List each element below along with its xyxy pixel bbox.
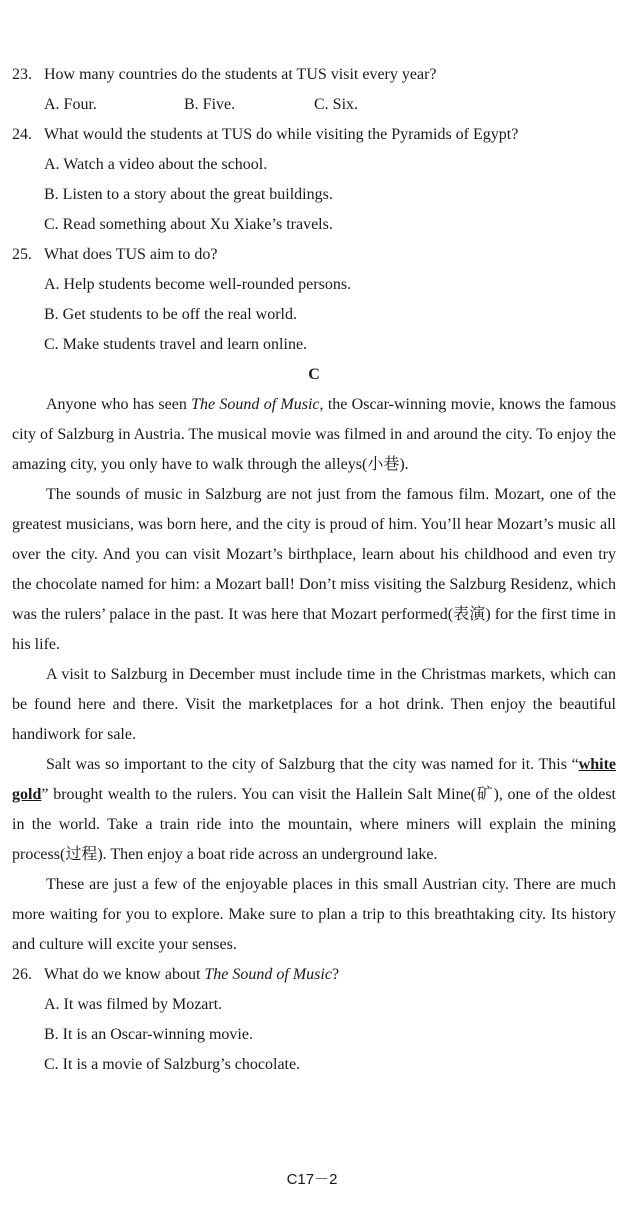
option-b: B. Five. — [184, 96, 236, 113]
movie-title: The Sound of Music — [204, 966, 332, 983]
paragraph-1 — [12, 390, 616, 480]
paragraph-text: , the Oscar-winning movie, knows the famous city of Salzburg in Austria. The musical movie was filmed in and around the city. To enjoy the amazing city, you only have to walk through the alleys(小巷). — [12, 396, 617, 473]
paragraph-2: The sounds of music in Salzburg are not just from the famous film. Mozart, one of the greatest musicians, was born here, and the city is proud of him. You’ll hear Mozart’s music all over the city. And you can visit Mozart’s birthplace, learn about his childhood and even try the chocolate named for him: a Mozart ball! Don’t miss visiting the Salzburg Residenz, which was the rulers’ palace in the past. It was here that Mozart performed(表演) for the first time in his life. — [12, 486, 616, 653]
option-c: C. Six. — [314, 96, 359, 113]
option-b: B. Listen to a story about the great buildings. — [44, 186, 333, 203]
option-b: B. It is an Oscar-winning movie. — [44, 1026, 253, 1043]
question-number: 23. — [12, 66, 32, 83]
question-number: 25. — [12, 246, 32, 263]
question-number: 26. — [12, 966, 32, 983]
question-text: How many countries do the students at TUS visit every year? — [44, 66, 437, 83]
paragraph-text: ” brought wealth to the rulers. You can visit the Hallein Salt Mine(矿), one of the oldest in the world. Take a train ride into the mountain, where miners will explain the mining process(过程). Then enjoy a boat ride across an underground lake. — [12, 786, 616, 863]
paragraph-text: Anyone who has seen — [46, 396, 192, 413]
paragraph-3: A visit to Salzburg in December must include time in the Christmas markets, which can be found here and there. Visit the marketplaces for a hot drink. Then enjoy the beautiful handiwork for sale. — [12, 666, 616, 743]
option-c: C. Make students travel and learn online. — [44, 336, 308, 353]
option-a: A. Watch a video about the school. — [44, 156, 268, 173]
option-a: A. Help students become well-rounded persons. — [44, 276, 352, 293]
question-24 — [12, 120, 616, 150]
underlined-phrase: white gold — [12, 756, 616, 803]
document-page — [12, 60, 616, 1080]
question-number: 24. — [12, 126, 32, 143]
option-c: C. Read something about Xu Xiake’s travels. — [44, 216, 333, 233]
option-a: A. It was filmed by Mozart. — [44, 996, 223, 1013]
question-text: What do we know about — [44, 966, 205, 983]
paragraph-text: Salt was so important to the city of Salzburg that the city was named for it. This “ — [46, 756, 579, 773]
question-23 — [12, 60, 616, 90]
option-a: A. Four. — [44, 96, 97, 113]
question-text: What would the students at TUS do while visiting the Pyramids of Egypt? — [44, 126, 519, 143]
option-b: B. Get students to be off the real world. — [44, 306, 297, 323]
question-23-options — [12, 90, 616, 120]
paragraph-4 — [12, 750, 616, 870]
paragraph-5: These are just a few of the enjoyable places in this small Austrian city. There are much more waiting for you to explore. Make sure to plan a trip to this breathtaking city. Its history and culture will excite your senses. — [12, 876, 616, 953]
section-heading: C — [308, 366, 320, 383]
option-c: C. It is a movie of Salzburg’s chocolate. — [44, 1056, 301, 1073]
page-number: C17－2 — [286, 1171, 338, 1188]
question-text: What does TUS aim to do? — [44, 246, 218, 263]
movie-title: The Sound of Music — [191, 396, 320, 413]
question-25 — [12, 240, 616, 270]
question-26 — [12, 960, 616, 990]
question-text: ? — [331, 966, 340, 983]
